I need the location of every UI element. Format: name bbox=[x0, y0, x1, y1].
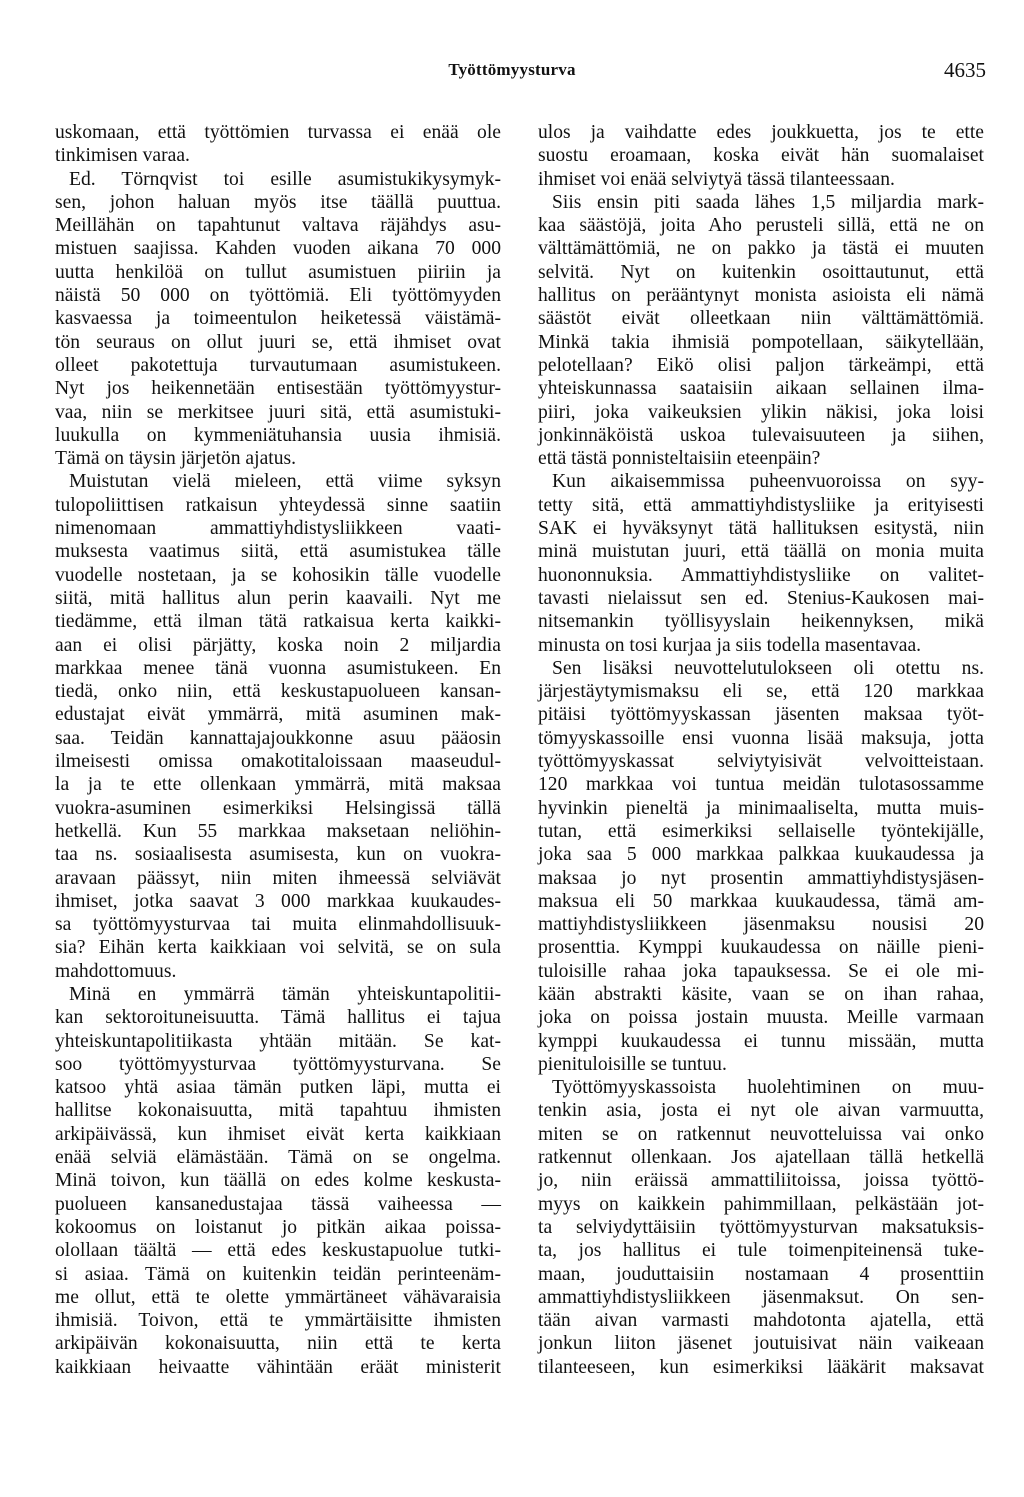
text-line: että tästä ponnisteltaisiin eteenpäin? bbox=[538, 448, 821, 470]
text-line: tenkin asia, josta ei nyt ole aivan varmuutta, bbox=[538, 1100, 984, 1122]
text-line: hallitse kokonaisuutta, mitä tapahtuu ihmisten bbox=[55, 1100, 501, 1122]
text-line: maksaa jo nyt prosentin ammattiyhdistysjäsen- bbox=[538, 867, 984, 889]
text-line: arkipäivän kokonaisuutta, niin että te kerta bbox=[55, 1333, 501, 1355]
text-line: luukulla on kymmeniätuhansia uusia ihmisiä. bbox=[55, 424, 501, 446]
text-line: olleet pakotettuja turvautumaan asumistukeen. bbox=[55, 354, 501, 376]
text-line: taa ns. sosiaalisesta asumisesta, kun on vuokra- bbox=[55, 844, 501, 866]
text-line: Ed. Törnqvist toi esille asumistukikysymyk- bbox=[69, 168, 501, 190]
text-line: joka saa 5 000 markkaa palkkaa kuukaudessa ja bbox=[538, 844, 984, 866]
text-line: vuodelle nostetaan, ja se kohosikin tälle vuodelle bbox=[55, 564, 501, 586]
text-line: jo, niin eräissä ammattiliitoissa, joissa työttö- bbox=[538, 1170, 984, 1192]
text-line: uutta henkilöä on tullut asumistuen piiriin ja bbox=[55, 261, 501, 283]
text-line: hetkellä. Kun 55 markkaa maksetaan neliöhin- bbox=[55, 820, 501, 842]
text-line: puolueen kansanedustajaa tässä vaiheessa — bbox=[55, 1193, 501, 1215]
text-line: aan ei olisi pärjätty, koska noin 2 miljardia bbox=[55, 634, 501, 656]
text-line: ihmisiä. Toivon, että te ymmärtäisitte ihmisten bbox=[55, 1310, 501, 1332]
text-line: ihmiset, jotka saavat 3 000 markkaa kuukaudes- bbox=[55, 890, 501, 912]
text-line: tön seuraus on ollut juuri se, että ihmiset ovat bbox=[55, 331, 501, 353]
text-line: pienituloisille se tuntuu. bbox=[538, 1053, 727, 1075]
text-line: miten se on ratkennut neuvotteluissa vai onko bbox=[538, 1123, 984, 1145]
text-line: Nyt jos heikennetään entisestään työttömyystur- bbox=[55, 378, 501, 400]
text-line: uskomaan, että työttömien turvassa ei enää ole bbox=[55, 122, 501, 143]
text-line: si asiaa. Tämä on kuitenkin teidän perinteenäm- bbox=[55, 1263, 501, 1285]
text-line: myys on kaikkein pahimmillaan, pelkästään jot- bbox=[538, 1193, 984, 1215]
text-line: ta selviydyttäisiin työttömyysturvan maksatuksis- bbox=[538, 1216, 984, 1238]
text-line: tiedämme, että ilman tätä ratkaisua kerta kaikki- bbox=[55, 611, 501, 633]
text-line: tömyyskassoille ensi vuonna lisää maksuja, jotta bbox=[538, 727, 984, 749]
text-line: yhteiskunnassa saataisiin aikaan sellainen ilma- bbox=[538, 378, 984, 400]
text-line: tulopoliittisen ratkaisun yhteydessä sinne saatiin bbox=[55, 494, 501, 516]
running-head bbox=[0, 60, 1024, 90]
text-line: piiri, joka vaikeuksien ylikin näkisi, joka loisi bbox=[538, 401, 984, 423]
text-line: olollaan täältä — että edes keskustapuolue tutki- bbox=[55, 1240, 501, 1262]
text-line: ta, jos hallitus ei tule toimenpiteinensä tuke- bbox=[538, 1240, 984, 1262]
text-line: järjestäytymismaksu eli se, että 120 markkaa bbox=[538, 681, 984, 703]
text-line: Minkä takia ihmisiä pompotellaan, säikytellään, bbox=[538, 331, 984, 353]
text-line: prosenttia. Kymppi kuukaudessa on näille pieni- bbox=[538, 937, 984, 959]
left-text-column bbox=[55, 121, 501, 1379]
text-line: Tämä on täysin järjetön ajatus. bbox=[55, 448, 297, 470]
text-line: selvitä. Nyt on kuitenkin osoittautunut, että bbox=[538, 261, 984, 283]
text-line: ihmiset voi enää selviytyä tässä tilanteessaan. bbox=[538, 168, 895, 190]
text-line: Minä en ymmärrä tämän yhteiskuntapolitii- bbox=[69, 983, 501, 1005]
text-line: ilmeisesti omissa omakotitaloissaan maaseudul- bbox=[55, 751, 501, 773]
text-line: tutan, että esimerkiksi sellaiselle työntekijälle, bbox=[538, 820, 984, 842]
text-line: minusta on tosi kurjaa ja siis todella masentavaa. bbox=[538, 634, 922, 656]
text-line: Minä toivon, kun täällä on edes kolme keskusta- bbox=[55, 1170, 501, 1192]
text-line: la ja te ette ollenkaan ymmärrä, mitä maksaa bbox=[55, 774, 501, 796]
text-line: SAK ei hyväksynyt tätä hallituksen esitystä, niin bbox=[538, 518, 984, 540]
text-line: minä muistutan juuri, että täällä on monia muita bbox=[538, 541, 984, 563]
text-line: maan, jouduttaisiin nostamaan 4 prosenttiin bbox=[538, 1263, 984, 1285]
text-line: mistuen saajissa. Kahden vuoden aikana 70 000 bbox=[55, 238, 501, 260]
text-line: mahdottomuus. bbox=[55, 960, 177, 982]
text-line: sen, johon haluan myös itse täällä puuttua. bbox=[55, 191, 501, 213]
text-line: hallitus on perääntynyt monista asioista eli nämä bbox=[538, 285, 984, 307]
text-line: mattiyhdistysliikkeen jäsenmaksu nousisi 20 bbox=[538, 914, 984, 936]
text-line: kasvaessa ja toimeentulon heiketessä väistämä- bbox=[55, 308, 501, 330]
text-line: Työttömyyskassoista huolehtiminen on muu- bbox=[552, 1077, 984, 1099]
text-line: Meillähän on tapahtunut valtava räjähdys asu- bbox=[55, 215, 501, 237]
page-number: 4635 bbox=[944, 58, 986, 82]
text-line: 120 markkaa voi tuntua meidän tulotasossamme bbox=[538, 774, 984, 796]
text-line: tuloisille rahaa joka tapauksessa. Se ei ole mi- bbox=[538, 960, 984, 982]
text-line: kaikkiaan heivaatte vähintään eräät ministerit bbox=[55, 1356, 501, 1378]
text-line: hyvinkin pieneltä ja minimaaliselta, mutta muis- bbox=[538, 797, 984, 819]
text-line: markkaa menee tänä vuonna asumistukeen. En bbox=[55, 657, 501, 679]
text-line: Siis ensin piti saada lähes 1,5 miljardia mark- bbox=[552, 191, 984, 213]
text-line: kokoomus on loistanut jo pitkän aikaa poissa- bbox=[55, 1216, 501, 1238]
text-line: sia? Eihän kerta kaikkiaan voi selvitä, se on sula bbox=[55, 937, 501, 959]
text-line: joka on poissa jostain muusta. Meille varmaan bbox=[538, 1007, 984, 1029]
text-line: tinkimisen varaa. bbox=[55, 145, 190, 167]
text-line: jonkun liiton jäsenet joutuisivat näin vaikeaan bbox=[538, 1333, 984, 1355]
text-line: saa. Teidän kannattajajoukkonne asuu pääosin bbox=[55, 727, 501, 749]
text-line: vuokra-asuminen esimerkiksi Helsingissä tällä bbox=[55, 797, 501, 819]
text-line: nimenomaan ammattiyhdistysliikkeen vaati- bbox=[55, 518, 501, 540]
text-line: kymppi kuukaudessa ei tunnu missään, mutta bbox=[538, 1030, 984, 1052]
text-line: nitsemankin työllisyyslain heikennyksen, mikä bbox=[538, 611, 984, 633]
text-line: välttämättömiä, ne on pakko ja tästä ei muuten bbox=[538, 238, 984, 260]
text-line: huononnuksia. Ammattiyhdistysliike on valitet- bbox=[538, 564, 984, 586]
text-line: sa työttömyysturvaa tai muita elinmahdollisuuk- bbox=[55, 914, 501, 936]
text-line: pitäisi työttömyyskassan jäsenten maksaa työt- bbox=[538, 704, 984, 726]
text-line: työttömyyskassat selviytyisivät velvoitteistaan. bbox=[538, 751, 984, 773]
text-line: aravaan päässyt, niin miten ihmeessä selviävät bbox=[55, 867, 501, 889]
text-line: suostu eroamaan, koska eivät hän suomalaiset bbox=[538, 145, 984, 167]
text-line: jonkinnäköistä uskoa tulevaisuuteen ja siihen, bbox=[538, 424, 984, 446]
text-line: me ollut, että te olette ymmärtäneet vähävaraisia bbox=[55, 1286, 501, 1308]
text-line: tilanteeseen, kun esimerkiksi lääkärit maksavat bbox=[538, 1356, 984, 1378]
text-line: kaa säästöjä, joita Aho perusteli sillä, että ne on bbox=[538, 215, 984, 237]
text-line: muksesta vaatimus siitä, että asumistukea tälle bbox=[55, 541, 501, 563]
text-line: pelotellaan? Eikö olisi paljon tärkeämpi, että bbox=[538, 354, 984, 376]
text-line: edustajat eivät ymmärrä, mitä asuminen mak- bbox=[55, 704, 501, 726]
text-line: Muistutan vielä mieleen, että viime syksyn bbox=[69, 471, 501, 493]
text-line: maksua eli 50 markkaa kuukaudessa, tämä am- bbox=[538, 890, 984, 912]
right-text-column bbox=[538, 121, 984, 1379]
text-line: katsoo yhtä asiaa tämän putken läpi, mutta ei bbox=[55, 1077, 501, 1099]
text-line: ulos ja vaihdatte edes joukkuetta, jos te ette bbox=[538, 122, 984, 143]
text-line: tiedä, onko niin, että keskustapuolueen kansan- bbox=[55, 681, 501, 703]
text-line: kään abstrakti käsite, vaan se on ihan rahaa, bbox=[538, 983, 984, 1005]
text-line: enää selviä elämästään. Tämä on se ongelma. bbox=[55, 1147, 501, 1169]
text-line: ratkennut ollenkaan. Jos ajatellaan tällä hetkellä bbox=[538, 1147, 984, 1169]
text-line: tavasti nielaissut sen ed. Stenius-Kaukosen mai- bbox=[538, 587, 984, 609]
text-line: säästöt eivät olleetkaan niin välttämättömiä. bbox=[538, 308, 984, 330]
text-line: vaa, niin se merkitsee juuri sitä, että asumistuki- bbox=[55, 401, 501, 423]
text-line: kan sektoroituneisuutta. Tämä hallitus ei tajua bbox=[55, 1007, 501, 1029]
text-line: siitä, mitä hallitus alun perin kaavaili. Nyt me bbox=[55, 587, 501, 609]
running-title: Työttömyysturva bbox=[448, 60, 576, 79]
text-line: tetty sitä, että ammattiyhdistysliike ja erityisesti bbox=[538, 494, 984, 516]
text-line: yhteiskuntapolitiikasta yhtään mitään. Se kat- bbox=[55, 1030, 501, 1052]
text-line: näistä 50 000 on työttömiä. Eli työttömyyden bbox=[55, 285, 501, 307]
text-line: ammattiyhdistysliikkeen jäsenmaksut. On sen- bbox=[538, 1286, 984, 1308]
text-line: tään aivan varmasti mahdotonta ajatella, että bbox=[538, 1310, 984, 1332]
text-line: Sen lisäksi neuvottelutulokseen oli otettu ns. bbox=[552, 657, 984, 679]
text-line: arkipäivässä, kun ihmiset eivät kerta kaikkiaan bbox=[55, 1123, 501, 1145]
text-line: soo työttömyysturvaa työttömyysturvana. Se bbox=[55, 1053, 501, 1075]
text-line: Kun aikaisemmissa puheenvuoroissa on syy- bbox=[552, 471, 984, 493]
